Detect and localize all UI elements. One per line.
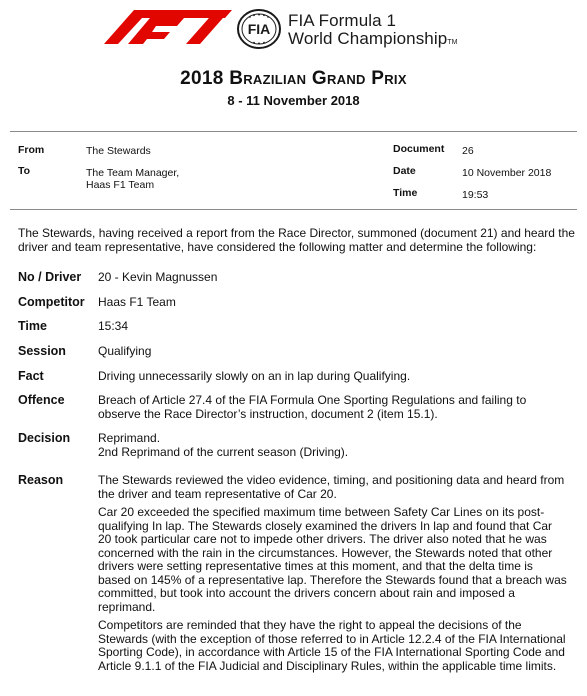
event-dates: 8 - 11 November 2018 bbox=[227, 93, 360, 108]
date-label: Date bbox=[393, 165, 416, 177]
document-value: 26 bbox=[462, 145, 474, 157]
time-detail-value: 15:34 bbox=[98, 319, 129, 333]
reason-value bbox=[98, 474, 568, 678]
fia-badge-text: FIA bbox=[247, 21, 271, 37]
divider-bottom bbox=[10, 209, 577, 210]
date-value: 10 November 2018 bbox=[462, 167, 552, 179]
reason-paragraph-1: The Stewards reviewed the video evidence, timing, and positioning data and heard from the driver and team representative of Car 20. bbox=[98, 473, 565, 501]
competitor-label: Competitor bbox=[18, 295, 85, 309]
reason-label: Reason bbox=[18, 473, 64, 487]
time-detail-label: Time bbox=[18, 319, 47, 333]
time-label: Time bbox=[393, 187, 418, 199]
to-label: To bbox=[18, 165, 31, 177]
to-line-2: Haas F1 Team bbox=[86, 179, 155, 191]
from-label: From bbox=[18, 144, 45, 156]
time-value: 19:53 bbox=[462, 189, 489, 201]
fact-label: Fact bbox=[18, 369, 44, 383]
driver-value: 20 - Kevin Magnussen bbox=[98, 270, 218, 284]
session-value: Qualifying bbox=[98, 344, 152, 358]
reason-paragraph-3: Competitors are reminded that they have the right to appeal the decisions of the Stewards (with the exception of those referred to in Article 12.2.4 of the FIA International Sporting Code), in accordance with Article 15 of the FIA International Sporting Code and Article 9.1.1 of the FIA Judicial and Disciplinary Rules, within the applicable time limits. bbox=[98, 618, 566, 673]
decision-value bbox=[98, 432, 568, 459]
to-value bbox=[86, 167, 179, 191]
decision-line-2: 2nd Reprimand of the current season (Driving). bbox=[98, 444, 349, 459]
event-title: 2018 Brazilian Grand Prix bbox=[180, 68, 407, 89]
header-logo bbox=[104, 8, 504, 50]
intro-paragraph: The Stewards, having received a report from the Race Director, summoned (document 21) and heard the driver and team representative, have considered the following matter and determine the following: bbox=[18, 226, 575, 254]
offence-label: Offence bbox=[18, 393, 65, 407]
fia-badge-icon bbox=[236, 8, 282, 50]
brand-line-2 bbox=[288, 29, 458, 49]
divider-top bbox=[10, 131, 577, 132]
f1-logo-icon bbox=[104, 10, 232, 44]
brand-line-2-text: World Championship bbox=[288, 29, 448, 48]
document-label: Document bbox=[393, 143, 445, 155]
decision-line-1: Reprimand. bbox=[98, 431, 161, 445]
driver-label: No / Driver bbox=[18, 270, 82, 284]
offence-value: Breach of Article 27.4 of the FIA Formula One Sporting Regulations and failing to observe the Race Director’s instruction, document 2 (item 15.1). bbox=[98, 393, 527, 421]
fact-value: Driving unnecessarily slowly on an in lap during Qualifying. bbox=[98, 369, 411, 383]
competitor-value: Haas F1 Team bbox=[98, 295, 176, 309]
brand-line-1: FIA Formula 1 bbox=[288, 11, 397, 30]
reason-paragraph-2: Car 20 exceeded the specified maximum time between Safety Car Lines on its post-qualifying In lap. The Stewards closely examined the drivers In lap and found that Car 20 took particular care not to impede other drivers. The driver also noted that he was concerned with the rain in the circumstances. However, the Stewards noted that other drivers were setting representative times at this moment, and that the delta time is based on 145% of a representative lap. Therefore the Stewards found that a breach was committed, but took into account the drivers concern about rain and imposed a reprimand. bbox=[98, 505, 567, 614]
session-label: Session bbox=[18, 344, 66, 358]
decision-label: Decision bbox=[18, 431, 71, 445]
trademark-mark: TM bbox=[447, 39, 458, 46]
from-value: The Stewards bbox=[86, 145, 151, 157]
to-line-1: The Team Manager, bbox=[86, 167, 180, 179]
